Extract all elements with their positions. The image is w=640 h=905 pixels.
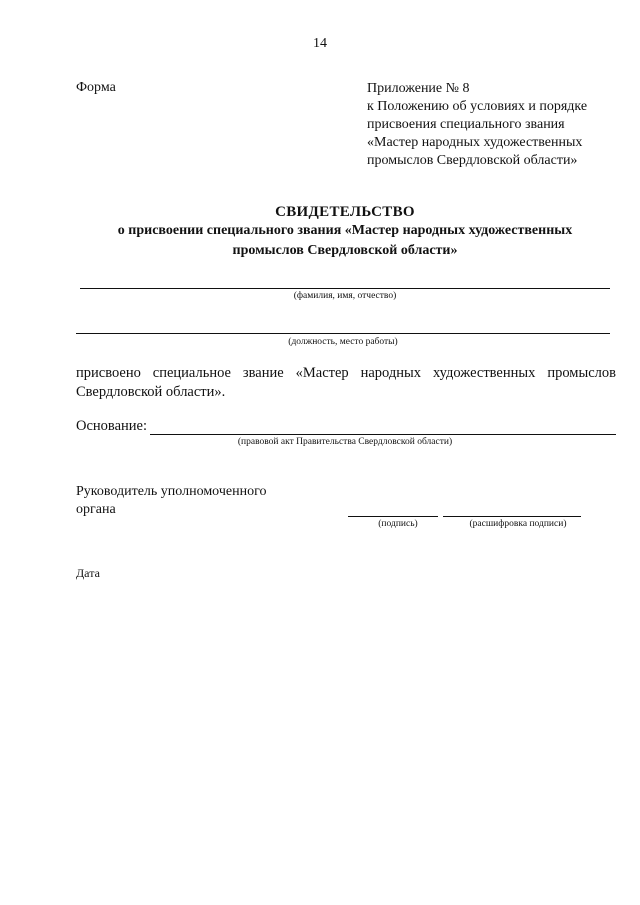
position-line: [76, 333, 610, 334]
title-sub-line: о присвоении специального звания «Мастер народных художественных: [117, 223, 573, 238]
date-label: Дата: [76, 566, 100, 580]
signature-caption: (подпись): [378, 519, 418, 529]
fio-line: [80, 288, 610, 289]
basis-line: [150, 434, 616, 435]
basis-label: Основание:: [76, 418, 147, 434]
fio-caption: (фамилия, имя, отчество): [293, 291, 397, 301]
body-text: присвоено специальное звание «Мастер народных художественных промыслов Свердловской области».: [76, 365, 616, 400]
appendix-line: промыслов Свердловской области»: [367, 153, 578, 168]
appendix-line: «Мастер народных художественных: [367, 135, 583, 150]
appendix-line: к Положению об условиях и порядке: [367, 99, 588, 114]
position-caption: (должность, место работы): [288, 337, 398, 347]
page-number: 14: [313, 36, 327, 51]
appendix-line: Приложение № 8: [367, 81, 470, 96]
legal-act-caption: (правовой акт Правительства Свердловской области): [237, 437, 453, 447]
signature-line: [348, 516, 438, 517]
head-label-line: Руководитель уполномоченного: [76, 484, 267, 499]
head-label-line: органа: [76, 502, 116, 517]
signature-decode-caption: (расшифровка подписи): [469, 519, 567, 529]
title-sub-line: промыслов Свердловской области»: [232, 243, 458, 258]
document-title: [60, 203, 630, 261]
signature-decode-line: [443, 516, 581, 517]
head-label: [76, 483, 266, 519]
appendix-block: [367, 80, 627, 170]
form-label: Форма: [76, 80, 116, 95]
appendix-line: присвоения специального звания: [367, 117, 565, 132]
title-main: СВИДЕТЕЛЬСТВО: [275, 204, 415, 220]
